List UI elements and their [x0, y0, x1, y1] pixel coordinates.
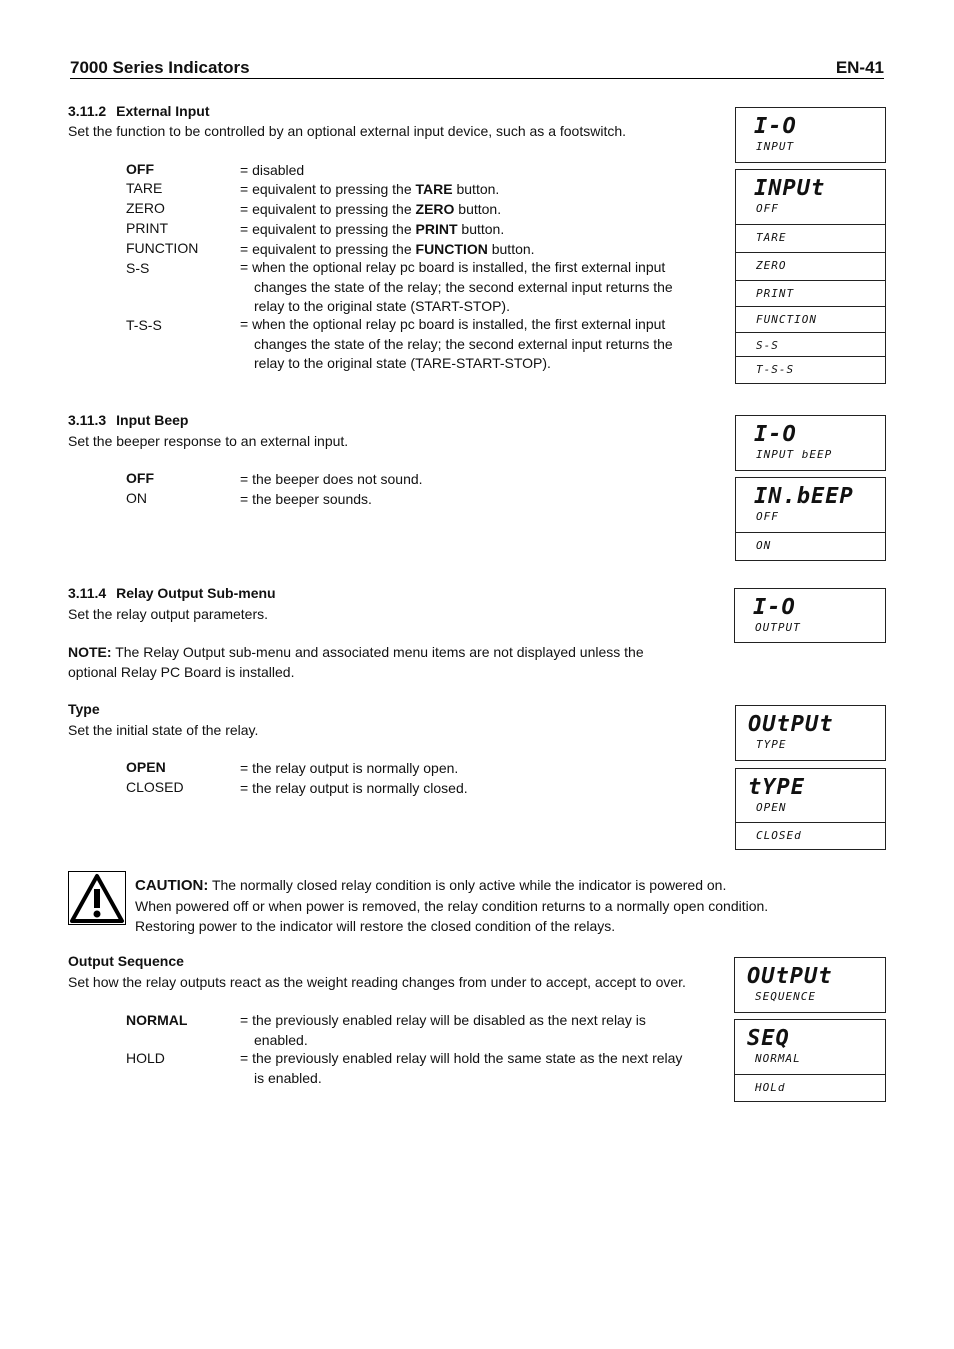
display-option: FUNCTION	[736, 306, 885, 333]
display-option: TARE	[736, 224, 885, 252]
term: OFF	[126, 161, 154, 177]
definition: = the relay output is normally open.	[240, 760, 459, 776]
term: TARE	[126, 180, 163, 196]
display-option: CLOSEd	[736, 822, 885, 849]
display-input-menu: INPUt OFF TARE ZERO PRINT FUNCTION S-S T-S-S	[735, 169, 886, 384]
subheading-type: Type	[68, 701, 100, 717]
definition: = the previously enabled relay will hold the same state as the next relay is enabled.	[240, 1050, 683, 1086]
definition: = disabled	[240, 162, 305, 178]
display-seq-menu: SEQ NORMAL HOLd	[734, 1019, 886, 1102]
definition: = the previously enabled relay will be disabled as the next relay is enabled.	[240, 1012, 646, 1048]
header-title: 7000 Series Indicators	[70, 58, 250, 77]
section-desc: Set the relay output parameters.	[68, 606, 268, 622]
definition: = equivalent to pressing the FUNCTION button.	[240, 241, 535, 257]
term: HOLD	[126, 1050, 165, 1066]
display-option: T-S-S	[736, 356, 885, 383]
display-output-type: OUtPUt TYPE	[735, 705, 886, 761]
page-number: EN-41	[835, 58, 884, 77]
definition: = when the optional relay pc board is installed, the first external input changes the state of the relay; the second external input returns the relay to the original state (START-STOP).	[240, 259, 673, 314]
section-desc: Set the function to be controlled by an optional external input device, such as a footswitch.	[68, 123, 627, 139]
display-type-menu: tYPE OPEN CLOSEd	[735, 768, 886, 850]
display-option: HOLd	[735, 1074, 885, 1101]
definition: = equivalent to pressing the PRINT button.	[240, 221, 505, 237]
section-heading-input-beep: 3.11.3 Input Beep	[68, 412, 189, 428]
display-in-beep-menu: IN.bEEP OFF ON	[735, 477, 886, 561]
term: S-S	[126, 260, 150, 276]
definition: = the relay output is normally closed.	[240, 780, 468, 796]
term: CLOSED	[126, 779, 184, 795]
note-text: NOTE: The Relay Output sub-menu and associated menu items are not displayed unless the optional Relay PC Board is installed.	[68, 644, 644, 680]
definition: = when the optional relay pc board is installed, the first external input changes the state of the relay; the second external input returns the relay to the original state (TARE-START-STOP).	[240, 316, 673, 371]
page-header	[70, 58, 884, 79]
warning-triangle-icon	[68, 871, 126, 925]
definition: = the beeper sounds.	[240, 491, 372, 507]
display-option: S-S	[736, 332, 885, 357]
display-io-output: I-O OUTPUT	[734, 588, 886, 643]
term: ZERO	[126, 200, 165, 216]
definition: = equivalent to pressing the ZERO button.	[240, 201, 502, 217]
display-option: ZERO	[736, 252, 885, 280]
term: T-S-S	[126, 317, 162, 333]
display-io-input-beep: I-O INPUT bEEP	[735, 415, 886, 471]
term: OFF	[126, 470, 154, 486]
caution-text: CAUTION: The normally closed relay condition is only active while the indicator is powered on. When powered off or when power is removed, the relay condition returns to a normally open condition. Restoring power to the indicator will restore the closed condition of the relays.	[135, 877, 769, 934]
definition: = equivalent to pressing the TARE button.	[240, 181, 500, 197]
type-desc: Set the initial state of the relay.	[68, 722, 259, 738]
section-heading-relay-output: 3.11.4 Relay Output Sub-menu	[68, 585, 276, 601]
term: NORMAL	[126, 1012, 188, 1028]
term: OPEN	[126, 759, 166, 775]
section-desc: Set the beeper response to an external input.	[68, 433, 349, 449]
term: FUNCTION	[126, 240, 199, 256]
definition: = the beeper does not sound.	[240, 471, 423, 487]
term: ON	[126, 490, 147, 506]
display-output-sequence: OUtPUt SEQUENCE	[734, 957, 886, 1013]
section-heading-external-input: 3.11.2 External Input	[68, 103, 210, 119]
display-option: ON	[736, 532, 885, 560]
display-io-input: I-O INPUT	[735, 107, 886, 163]
sequence-desc: Set how the relay outputs react as the weight reading changes from under to accept, accept to over.	[68, 974, 686, 990]
term: PRINT	[126, 220, 168, 236]
display-option: PRINT	[736, 280, 885, 307]
subheading-output-sequence: Output Sequence	[68, 953, 184, 969]
